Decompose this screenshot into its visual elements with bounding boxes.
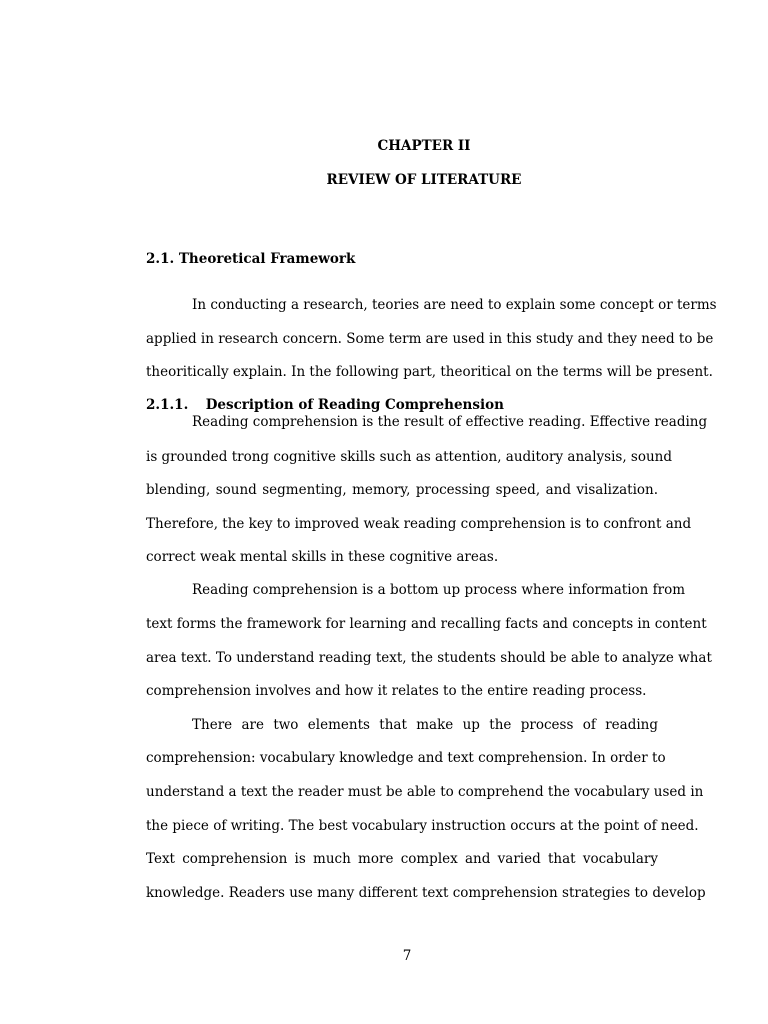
paragraph-line: the piece of writing. The best vocabulary instruction occurs at the point of need. <box>146 818 699 834</box>
paragraph-line: correct weak mental skills in these cognitive areas. <box>146 549 499 565</box>
paragraph-line: Reading comprehension is a bottom up process where information from <box>192 582 686 598</box>
page-number: 7 <box>402 948 412 964</box>
paragraph-line: understand a text the reader must be able to comprehend the vocabulary used in <box>146 784 704 800</box>
paragraph-line: comprehension involves and how it relates to the entire reading process. <box>146 683 647 699</box>
paragraph-line: applied in research concern. Some term are used in this study and they need to be <box>146 331 714 347</box>
paragraph-line: There are two elements that make up the process of reading <box>192 717 658 733</box>
paragraph-line: knowledge. Readers use many different text comprehension strategies to develop <box>146 885 706 901</box>
paragraph-line: Text comprehension is much more complex and varied that vocabulary <box>146 851 658 867</box>
paragraph-line: text forms the framework for learning and recalling facts and concepts in content <box>146 616 707 632</box>
section-heading: 2.1. Theoretical Framework <box>146 251 356 267</box>
paragraph-line: blending, sound segmenting, memory, processing speed, and visalization. <box>146 482 658 498</box>
paragraph-line: comprehension: vocabulary knowledge and text comprehension. In order to <box>146 750 666 766</box>
paragraph-line: Reading comprehension is the result of effective reading. Effective reading <box>192 414 708 430</box>
subsection-heading <box>146 397 504 413</box>
subsection-number: 2.1.1. <box>146 397 189 413</box>
paragraph-line: is grounded trong cognitive skills such as attention, auditory analysis, sound <box>146 449 672 465</box>
paragraph-line: theoritically explain. In the following part, theoritical on the terms will be present. <box>146 364 713 380</box>
paragraph-line: area text. To understand reading text, the students should be able to analyze what <box>146 650 712 666</box>
paragraph-line: In conducting a research, teories are need to explain some concept or terms <box>192 297 717 313</box>
chapter-heading: CHAPTER II <box>377 138 471 154</box>
subsection-title: Description of Reading Comprehension <box>205 397 504 413</box>
paragraph-line: Therefore, the key to improved weak reading comprehension is to confront and <box>146 516 692 532</box>
chapter-title: REVIEW OF LITERATURE <box>326 172 522 188</box>
